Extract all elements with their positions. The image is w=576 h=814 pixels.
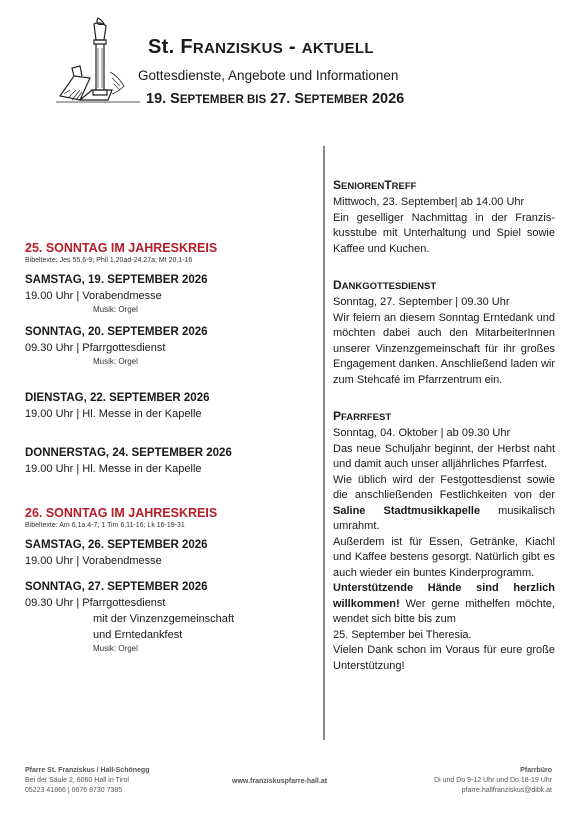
footer-email-link[interactable]: pfarre.hallfranziskus@dibk.at [461, 787, 552, 794]
day-title: DIENSTAG, 22. SEPTEMBER 2026 [25, 392, 210, 404]
section-date: Sonntag, 27. September | 09.30 Uhr [333, 296, 510, 308]
section-text: Außerdem ist für Essen, Getränke, Kiachl und Kaffee bestens gesorgt. Natürlich gibt es auch wieder ein buntes Kinderprogramm. [333, 535, 555, 579]
section-text: 25. September bei Theresia. [333, 628, 472, 641]
date-range: 19. SEPTEMBER BIS 27. SEPTEMBER 2026 [146, 91, 405, 107]
parish-logo-icon [54, 14, 142, 106]
service-entry [25, 537, 315, 569]
section-title: PFARRFEST [333, 409, 392, 423]
service-line: 19.00 Uhr | Hl. Messe in der Kapelle [25, 463, 202, 475]
day-title: SONNTAG, 27. SEPTEMBER 2026 [25, 581, 208, 593]
section-date: Mittwoch, 23. September| ab 14.00 Uhr [333, 196, 525, 208]
column-divider [323, 146, 325, 740]
section-text: Ein geselliger Nachmittag in der Franziskusstube mit Unterhaltung und Spiel sowie Kaffee und Kuchen. [333, 211, 555, 255]
footer-office-hours: Pfarrbüro Di und Do 9-12 Uhr und Do 18-19 Uhr pfarre.hallfranziskus@dibk.at [434, 767, 552, 794]
call-to-action: Unterstützende Hände sind herzlich willkommen! [333, 582, 555, 610]
service-line: 19.00 Uhr | Vorabendmesse [25, 555, 162, 567]
service-entry [25, 445, 315, 477]
section-text: Vielen Dank schon im Voraus für eure große Unterstützung! [333, 644, 555, 672]
service-line: 09.30 Uhr | Pfarrgottesdienst [25, 597, 166, 609]
section-text: Unterstützende Hände sind herzlich willkommen! Wer gerne mithelfen möchte, wendet sich bitte bis zum [333, 582, 555, 625]
service-line: 19.00 Uhr | Hl. Messe in der Kapelle [25, 408, 202, 420]
section-text: Das neue Schuljahr beginnt, der Herbst naht und damit auch unser alljährliches Pfarrfest. [333, 442, 555, 470]
page-title: St. FRANZISKUS - AKTUELL [148, 36, 374, 58]
music-note: Musik: Orgel [93, 644, 138, 653]
section-dankgottesdienst [333, 278, 555, 388]
footer-address: Pfarre St. Franziskus / Hall-Schönegg Bei der Säule 2, 6060 Hall in Tirol 05223 41866 | 0676 8730 7385 [25, 767, 150, 794]
announcements-column [333, 178, 555, 695]
services-column [25, 240, 315, 654]
music-note: Musik: Orgel [93, 357, 138, 366]
sunday-heading: 26. SONNTAG IM JAHRESKREIS [25, 506, 218, 520]
day-title: SONNTAG, 20. SEPTEMBER 2026 [25, 326, 208, 338]
section-pfarrfest [333, 409, 555, 674]
section-seniorentreff [333, 178, 555, 257]
service-detail: und Erntedankfest [93, 629, 183, 641]
day-title: SAMSTAG, 19. SEPTEMBER 2026 [25, 274, 208, 286]
section-title: DANKGOTTESDIENST [333, 278, 437, 292]
day-title: SAMSTAG, 26. SEPTEMBER 2026 [25, 539, 208, 551]
service-entry [25, 579, 315, 654]
sunday-heading: 25. SONNTAG IM JAHRESKREIS [25, 241, 218, 255]
bible-readings: Bibeltexte: Jes 55,6-9; Phil 1,20ad-24.27a; Mt 20,1-16 [25, 257, 193, 264]
service-entry [25, 324, 315, 367]
section-text: Wie üblich wird der Festgottesdienst sowie die anschließenden Festlichkeiten von der Saline Stadtmusikkapelle musikalisch umrahmt. [333, 473, 555, 532]
service-detail: mit der Vinzenzgemeinschaft [93, 613, 235, 625]
band-name: Saline Stadtmusikkapelle [333, 504, 481, 517]
day-title: DONNERSTAG, 24. SEPTEMBER 2026 [25, 447, 232, 459]
service-line: 09.30 Uhr | Pfarrgottesdienst [25, 342, 166, 354]
section-title: SENIORENTREFF [333, 178, 417, 192]
section-date: Sonntag, 04. Oktober | ab 09.30 Uhr [333, 427, 511, 439]
service-line: 19.00 Uhr | Vorabendmesse [25, 290, 162, 302]
page-subtitle: Gottesdienste, Angebote und Informationen [138, 68, 399, 83]
footer-website-link[interactable]: www.franziskuspfarre-hall.at [232, 778, 328, 785]
service-entry [25, 390, 315, 422]
section-text: Wir feiern an diesem Sonntag Erntedank und möchten dabei auch den MitarbeiterInnen unserer Vinzenzgemeinschaft für ihr großes Engagement danken. Anschließend laden wir zum Stehcafé im Pfarrzentrum ein. [333, 311, 555, 386]
bible-readings: Bibeltexte: Am 6,1a.4-7; 1 Tim 6,11-16; Lk 16-19-31 [25, 522, 185, 529]
service-entry [25, 272, 315, 315]
music-note: Musik: Orgel [93, 305, 138, 314]
